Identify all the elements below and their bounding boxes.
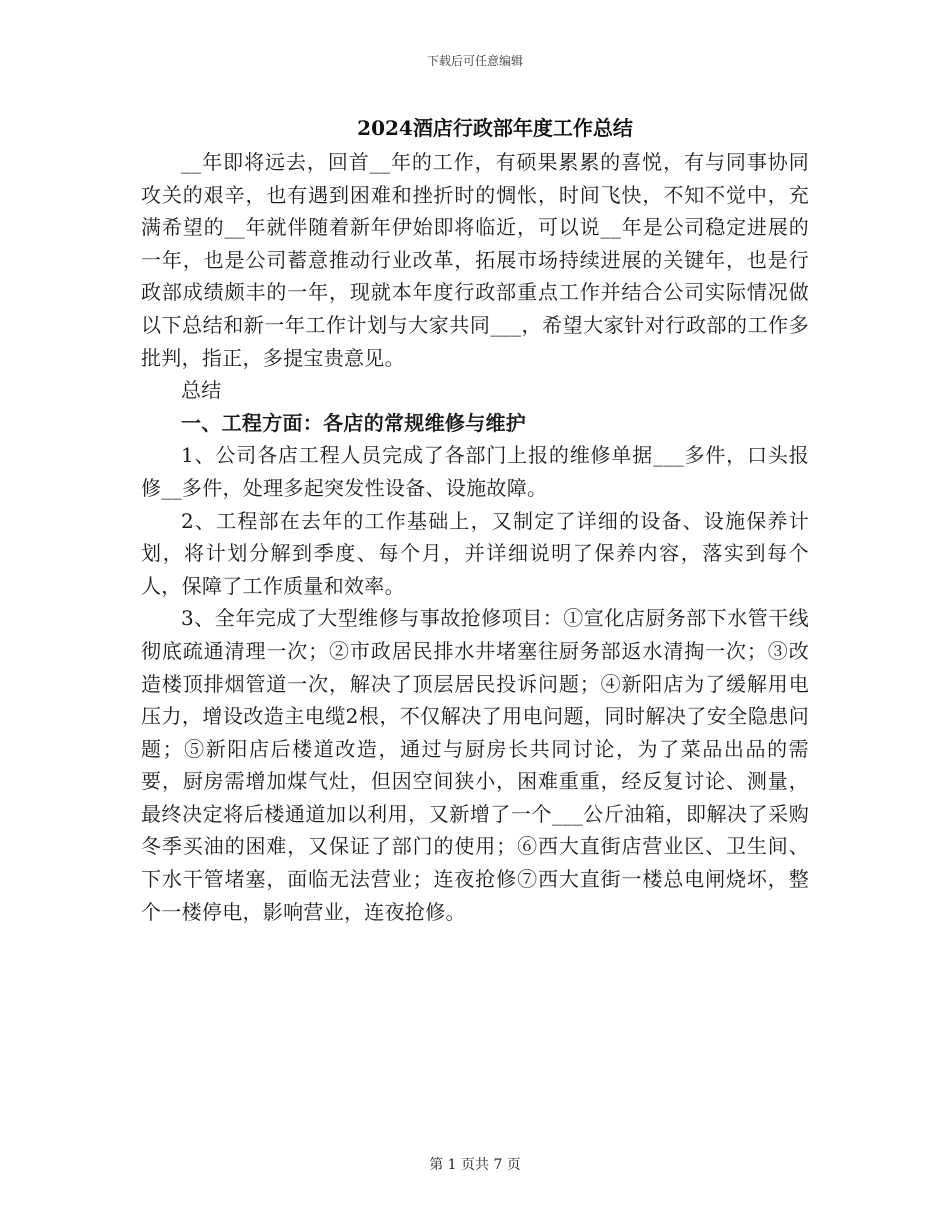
page-number: 第 1 页共 7 页 <box>429 1157 521 1173</box>
item-paragraph-1: 1、公司各店工程人员完成了各部门上报的维修单据___多件，口头报修__多件，处理多起突发性设备、设施故障。 <box>141 443 809 500</box>
document-body <box>141 146 809 928</box>
summary-label: 总结 <box>181 378 222 403</box>
section-heading-engineering: 一、工程方面：各店的常规维修与维护 <box>181 410 527 435</box>
header-note: 下载后可任意编辑 <box>426 54 523 68</box>
intro-paragraph: __年即将远去，回首__年的工作，有硕果累累的喜悦，有与同事协同攻关的艰辛，也有遇到困难和挫折时的惆怅，时间飞快，不知不觉中，充满希望的__年就伴随着新年伊始即将临近，可以说__年是公司稳定进展的一年，也是公司蓄意推动行业改革，拓展市场持续进展的关键年，也是行政部成绩颇丰的一年，现就本年度行政部重点工作并结合公司实际情况做以下总结和新一年工作计划与大家共同___，希望大家针对行政部的工作多批判，指正，多提宝贵意见。 <box>141 150 809 370</box>
item-paragraph-3: 3、全年完成了大型维修与事故抢修项目：①宣化店厨务部下水管干线彻底疏通清理一次；②市政居民排水井堵塞往厨务部返水清掏一次；③改造楼顶排烟管道一次，解决了顶层居民投诉问题；④新阳店为了缓解用电压力，增设改造主电缆2根，不仅解决了用电问题，同时解决了安全隐患问题；⑤新阳店后楼道改造，通过与厨房长共同讨论，为了菜品出品的需要，厨房需增加煤气灶，但因空间狭小，困难重重，经反复讨论、测量，最终决定将后楼通道加以利用，又新增了一个___公斤油箱，即解决了采购冬季买油的困难，又保证了部门的使用；⑥西大直街店营业区、卫生间、下水干管堵塞，面临无法营业；连夜抢修⑦西大直街一楼总电闸烧坏，整个一楼停电，影响营业，连夜抢修。 <box>141 606 809 924</box>
item-paragraph-2: 2、工程部在去年的工作基础上，又制定了详细的设备、设施保养计划，将计划分解到季度、每个月，并详细说明了保养内容，落实到每个人，保障了工作质量和效率。 <box>141 508 809 598</box>
document-title: 2024酒店行政部年度工作总结 <box>357 116 633 140</box>
